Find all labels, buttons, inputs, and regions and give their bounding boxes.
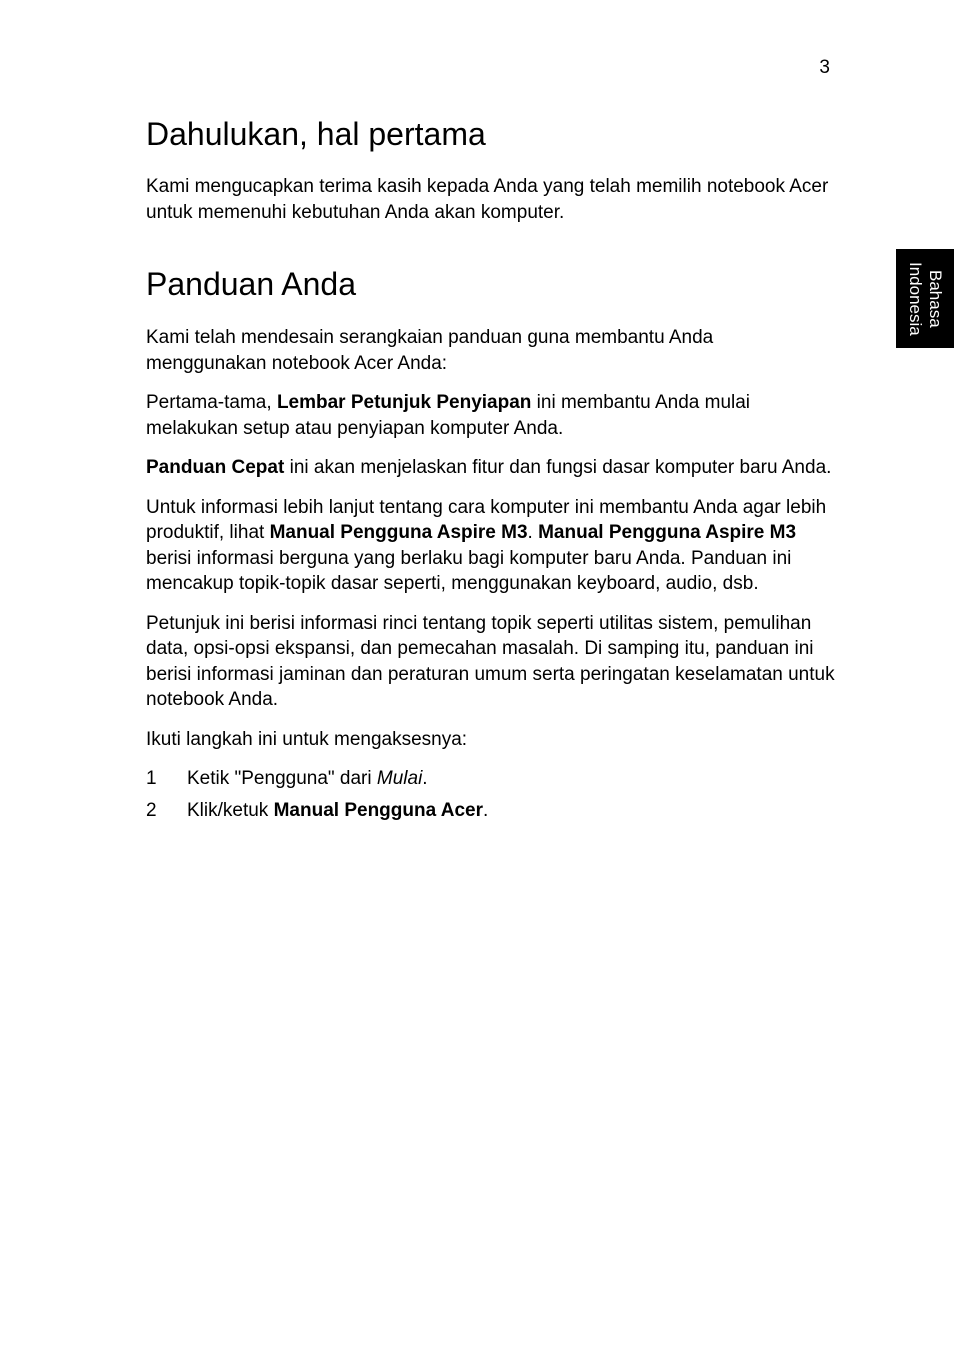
user-manual-title-2: Manual Pengguna Aspire M3 — [538, 522, 797, 543]
step-text-post: . — [482, 800, 489, 821]
user-manual-title-1: Manual Pengguna Aspire M3 — [269, 522, 528, 543]
step-start-label: Mulai — [376, 768, 423, 789]
step-manual-label: Manual Pengguna Acer — [273, 800, 483, 821]
step-number: 1 — [146, 768, 157, 789]
language-tab-line2: Indonesia — [906, 261, 925, 336]
user-manual-mid: . — [527, 522, 539, 543]
user-manual-post: berisi informasi berguna yang berlaku bagi komputer baru Anda. Panduan ini mencakup topik-topik dasar seperti, menggunakan keyboard, audio, dsb. — [146, 547, 792, 594]
quick-guide-paragraph — [146, 455, 836, 481]
language-tab-label — [905, 262, 945, 336]
language-tab — [896, 249, 954, 348]
manual-details-paragraph: Petunjuk ini berisi informasi rinci tentang topik seperti utilitas sistem, pemulihan data, opsi-opsi ekspansi, dan pemecahan masalah. Di samping itu, panduan ini berisi informasi jaminan dan peraturan umum serta peringatan keselamatan untuk notebook Anda. — [146, 612, 835, 710]
user-manual-pre: Untuk informasi lebih lanjut tentang cara komputer ini membantu Anda agar lebih produktif, lihat — [146, 496, 827, 543]
step-text-pre: Ketik "Pengguna" dari — [187, 768, 377, 789]
access-steps-intro: Ikuti langkah ini untuk mengaksesnya: — [146, 728, 468, 750]
page-content — [146, 114, 836, 830]
section-heading-your-guides: Panduan Anda — [146, 266, 356, 302]
page-number: 3 — [819, 57, 830, 78]
guides-intro-paragraph: Kami telah mendesain serangkaian panduan guna membantu Anda menggunakan notebook Acer Anda: — [146, 327, 714, 374]
step-item — [146, 798, 836, 823]
step-text — [187, 766, 428, 791]
language-tab-line1: Bahasa — [926, 269, 945, 328]
step-item — [146, 766, 836, 791]
quick-guide-title: Panduan Cepat — [146, 457, 285, 478]
user-manual-paragraph — [146, 495, 836, 597]
step-text-post: . — [422, 768, 428, 789]
setup-guide-pre: Pertama-tama, — [146, 392, 277, 413]
quick-guide-post: ini akan menjelaskan fitur dan fungsi dasar komputer baru Anda. — [284, 457, 832, 478]
step-number: 2 — [146, 800, 157, 821]
step-text-pre: Klik/ketuk — [187, 800, 274, 821]
thanks-paragraph: Kami mengucapkan terima kasih kepada Anda yang telah memilih notebook Acer untuk memenuhi kebutuhan Anda akan komputer. — [146, 176, 829, 223]
section-heading-first-things: Dahulukan, hal pertama — [146, 116, 486, 152]
setup-guide-paragraph — [146, 390, 836, 441]
setup-guide-post: ini membantu Anda mulai melakukan setup atau penyiapan komputer Anda. — [146, 392, 751, 439]
access-steps-list — [146, 766, 836, 823]
setup-guide-title: Lembar Petunjuk Penyiapan — [276, 392, 532, 413]
step-text — [187, 798, 488, 823]
